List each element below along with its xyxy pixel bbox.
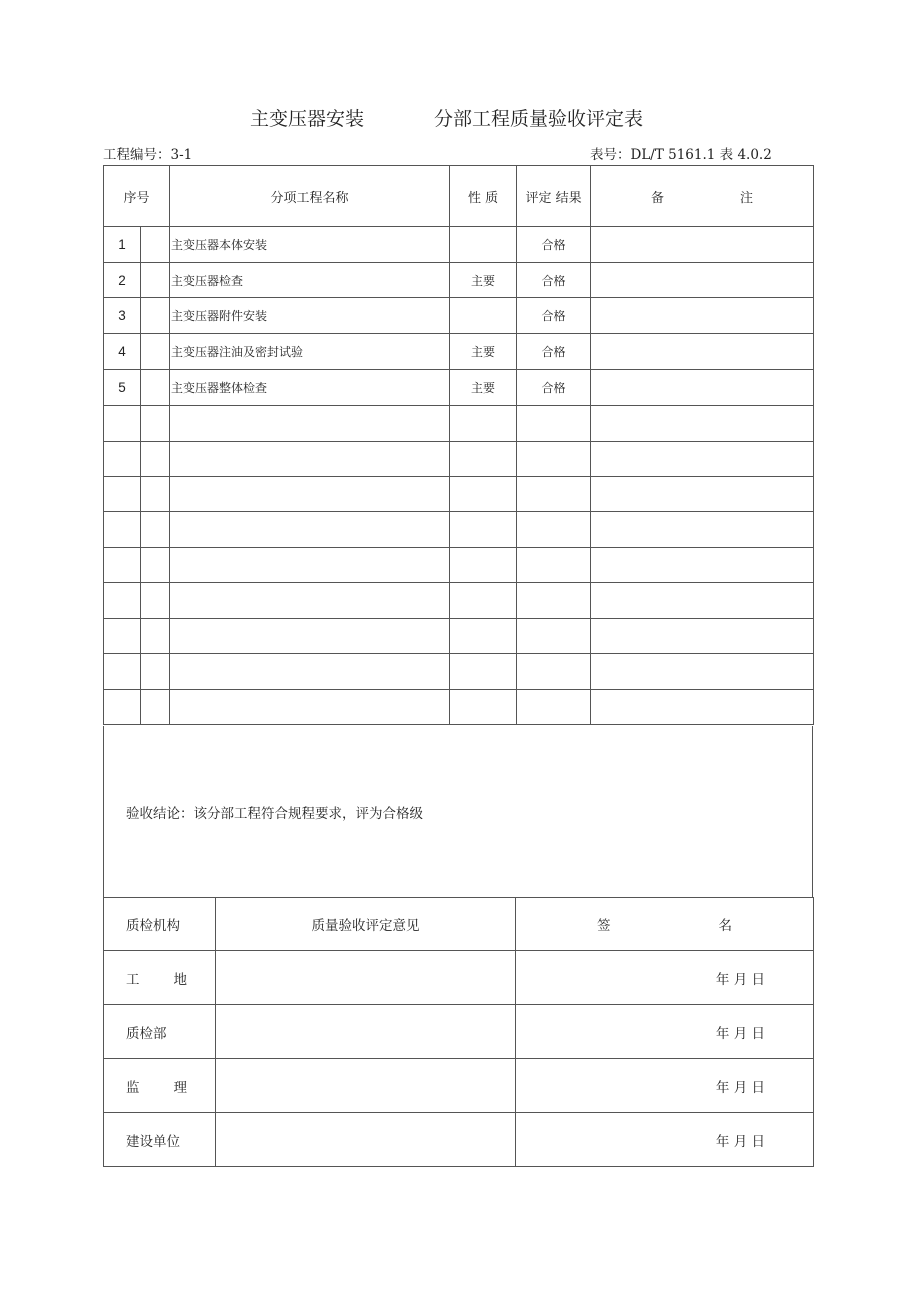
- project-number: 工程编号：3-1: [103, 147, 193, 163]
- empty-row: [104, 654, 814, 690]
- header-nature: 性 质: [450, 166, 517, 227]
- row-remark: [591, 227, 814, 263]
- header-remark: [591, 166, 814, 227]
- row-seq: 4: [104, 334, 141, 370]
- opinion-cell: [216, 951, 516, 1005]
- row-nature: 主要: [450, 334, 517, 370]
- sign-date: 年 月 日: [516, 1059, 814, 1113]
- table-row: [104, 263, 814, 298]
- org-name: [104, 1113, 216, 1167]
- org-name: [104, 951, 216, 1005]
- row-blank-cell: [141, 263, 170, 298]
- empty-row: [104, 619, 814, 654]
- signoff-row: [104, 1113, 814, 1167]
- empty-row: [104, 512, 814, 548]
- org-name-a: 建设单位: [126, 1133, 180, 1150]
- table-row: [104, 298, 814, 334]
- row-seq: 2: [104, 263, 141, 298]
- org-name-a: 工: [126, 971, 140, 988]
- row-blank-cell: [141, 370, 170, 406]
- header-result: 评定 结果: [517, 166, 591, 227]
- header-org: 质检机构: [104, 897, 216, 951]
- opinion-cell: [216, 1113, 516, 1167]
- table-header-row: [104, 166, 814, 227]
- signoff-row: [104, 1059, 814, 1113]
- org-name-b: 理: [173, 1079, 187, 1096]
- header-remark-a: 备: [651, 190, 665, 206]
- signoff-row: [104, 1005, 814, 1059]
- row-nature: [450, 227, 517, 263]
- table-row: [104, 227, 814, 263]
- header-name: 分项工程名称: [170, 166, 450, 227]
- row-name: 主变压器检查: [170, 263, 450, 298]
- org-name-a: 质检部: [126, 1025, 167, 1042]
- row-seq: 5: [104, 370, 141, 406]
- row-nature: [450, 298, 517, 334]
- sign-date: 年 月 日: [516, 1005, 814, 1059]
- header-signature: [516, 897, 814, 951]
- empty-row: [104, 548, 814, 583]
- row-remark: [591, 263, 814, 298]
- opinion-cell: [216, 1005, 516, 1059]
- row-name: 主变压器附件安装: [170, 298, 450, 334]
- org-name-b: 地: [173, 971, 187, 988]
- header-opinion: 质量验收评定意见: [216, 897, 516, 951]
- table-row: [104, 370, 814, 406]
- row-result: 合格: [517, 370, 591, 406]
- conclusion-table: [103, 726, 813, 898]
- title-part1: 主变压器安装: [250, 108, 365, 130]
- row-nature: 主要: [450, 370, 517, 406]
- org-name: [104, 1005, 216, 1059]
- sign-date: 年 月 日: [516, 951, 814, 1005]
- row-remark: [591, 334, 814, 370]
- header-sign-a: 签: [597, 917, 611, 934]
- row-seq: 1: [104, 227, 141, 263]
- row-seq: 3: [104, 298, 141, 334]
- row-name: 主变压器本体安装: [170, 227, 450, 263]
- row-blank-cell: [141, 334, 170, 370]
- header-seq: 序号: [104, 166, 170, 227]
- row-remark: [591, 370, 814, 406]
- row-blank-cell: [141, 298, 170, 334]
- empty-row: [104, 583, 814, 619]
- empty-row: [104, 406, 814, 442]
- row-result: 合格: [517, 227, 591, 263]
- acceptance-conclusion: 验收结论：该分部工程符合规程要求，评为合格级: [104, 726, 813, 898]
- sign-date: 年 月 日: [516, 1113, 814, 1167]
- form-number: 表号：DL/T 5161.1 表 4.0.2: [590, 147, 772, 163]
- empty-row: [104, 690, 814, 725]
- title-part2: 分部工程质量验收评定表: [434, 108, 644, 130]
- signoff-table: [103, 897, 814, 1167]
- empty-row: [104, 442, 814, 477]
- row-result: 合格: [517, 334, 591, 370]
- row-nature: 主要: [450, 263, 517, 298]
- row-remark: [591, 298, 814, 334]
- header-remark-b: 注: [740, 190, 754, 206]
- sub-item-table: [103, 165, 814, 725]
- empty-row: [104, 477, 814, 512]
- row-result: 合格: [517, 298, 591, 334]
- row-name: 主变压器整体检查: [170, 370, 450, 406]
- opinion-cell: [216, 1059, 516, 1113]
- row-blank-cell: [141, 227, 170, 263]
- signoff-header-row: [104, 897, 814, 951]
- signoff-row: [104, 951, 814, 1005]
- header-sign-b: 名: [718, 917, 732, 934]
- row-result: 合格: [517, 263, 591, 298]
- org-name-a: 监: [126, 1079, 140, 1096]
- org-name: [104, 1059, 216, 1113]
- table-row: [104, 334, 814, 370]
- row-name: 主变压器注油及密封试验: [170, 334, 450, 370]
